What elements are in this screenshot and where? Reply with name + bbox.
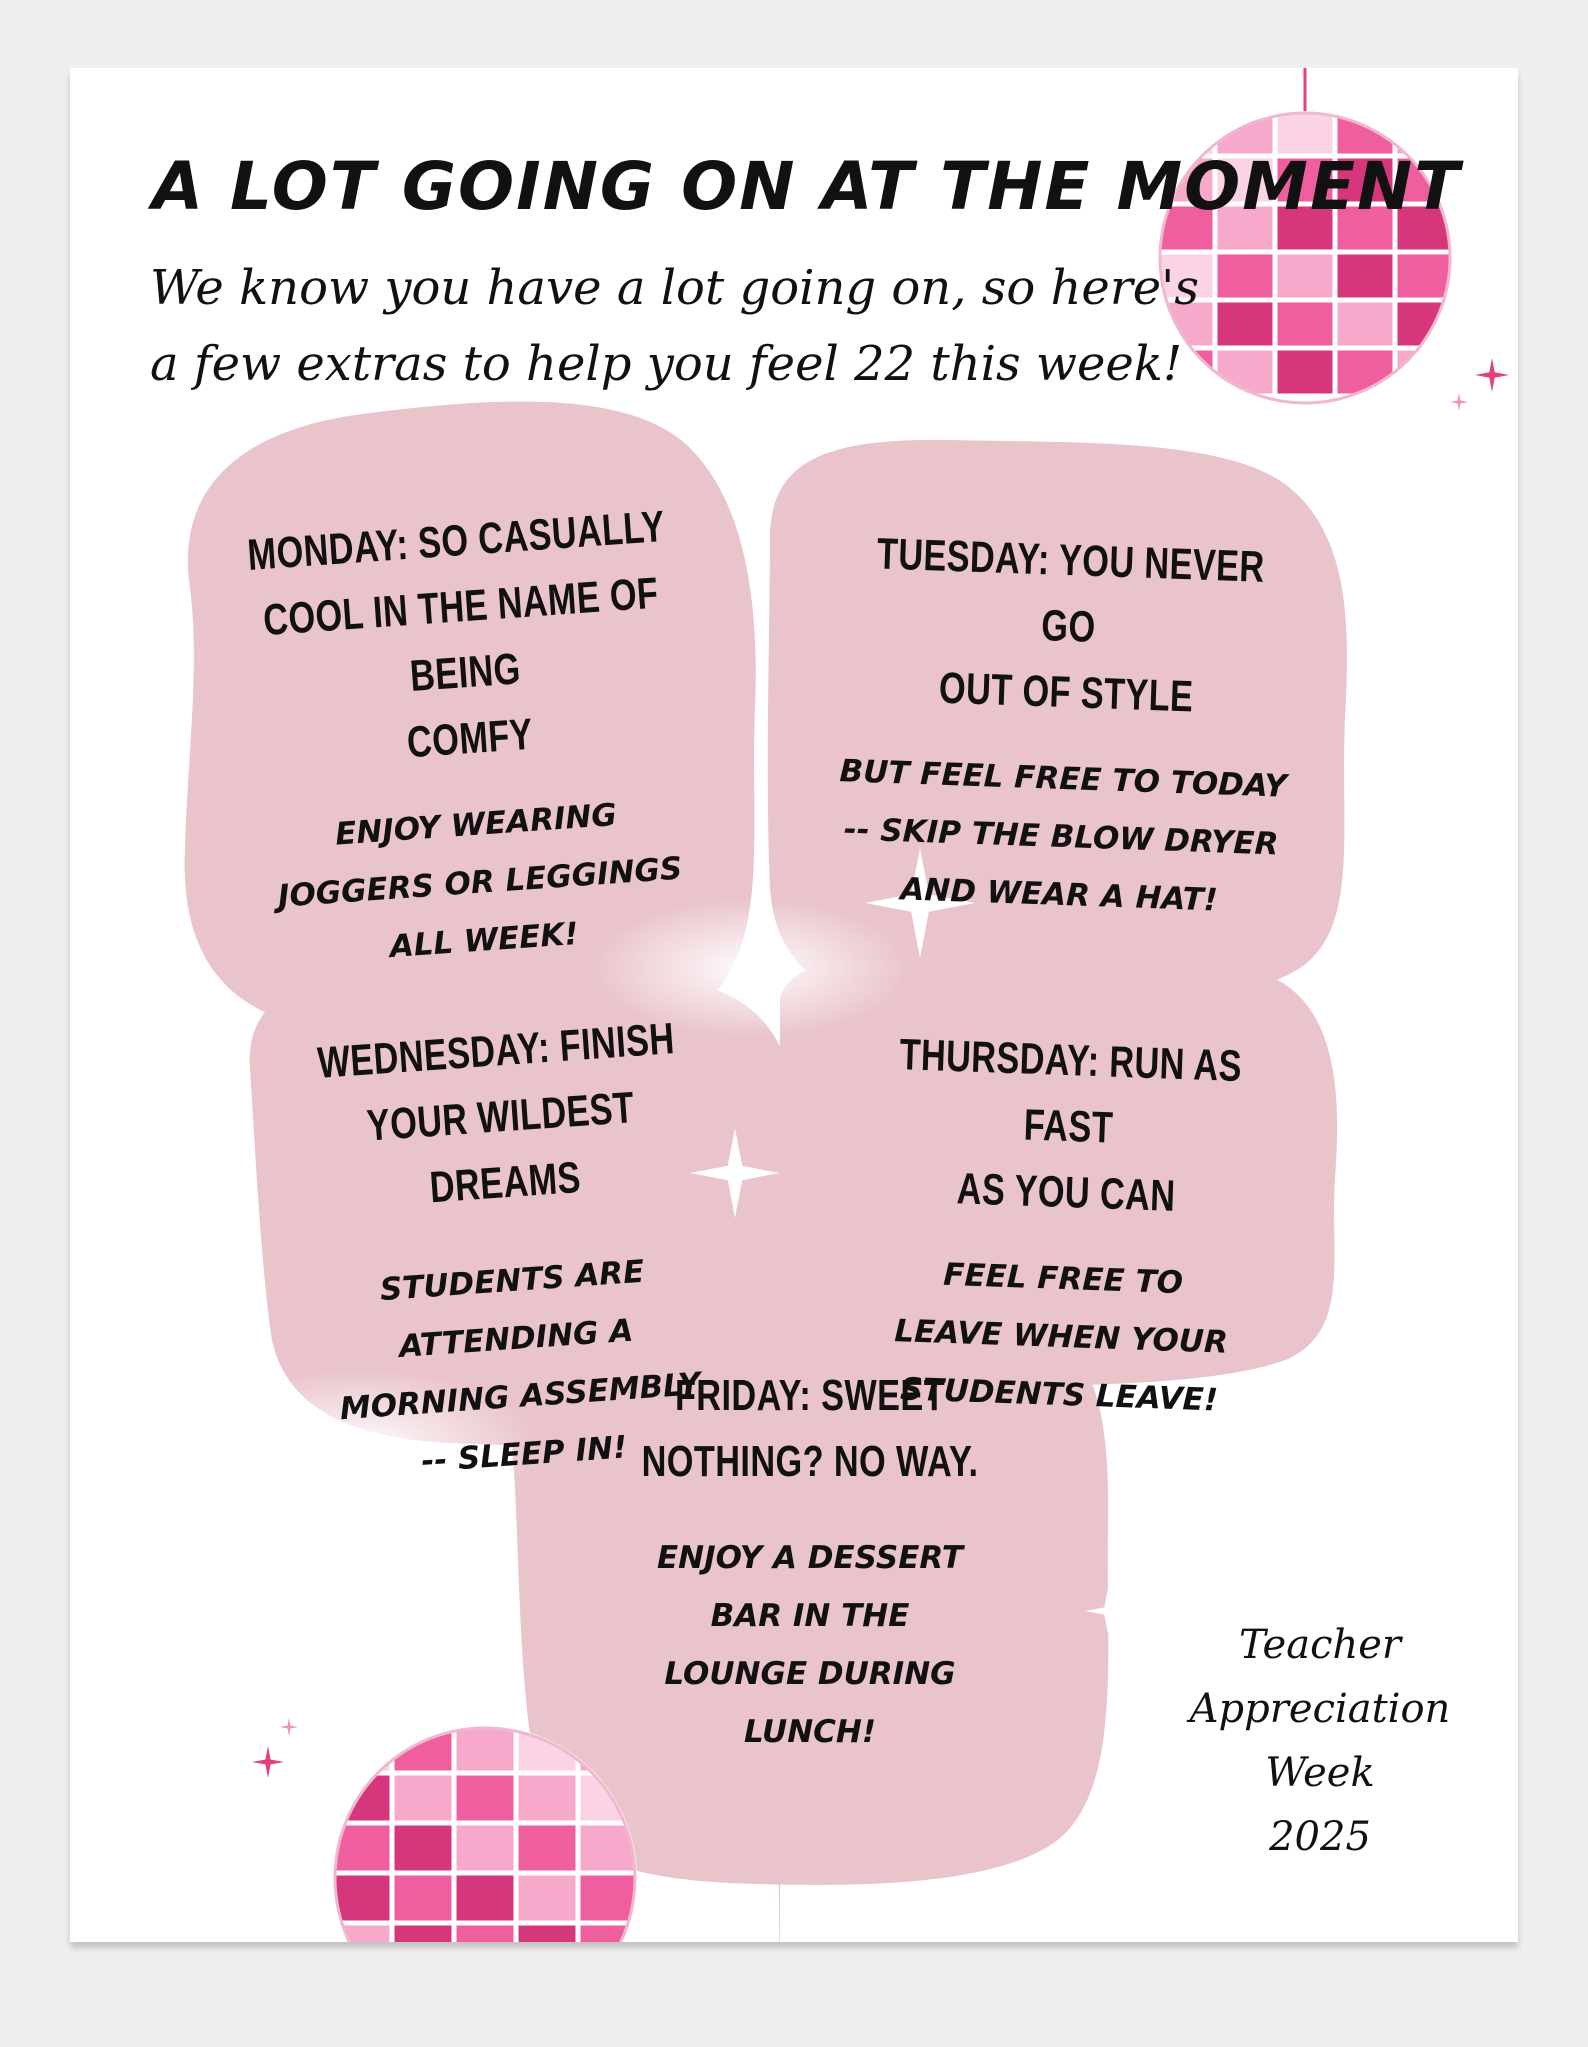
heading-line: YOUR WILDEST DREAMS <box>365 1083 636 1213</box>
body-line: LUNCH! <box>743 1714 876 1750</box>
body-line: LEAVE WHEN YOUR <box>893 1313 1229 1361</box>
body-line: BAR IN THE <box>710 1598 910 1634</box>
tuesday-body <box>793 741 1329 933</box>
tuesday-heading <box>858 521 1278 733</box>
monday-heading <box>236 493 690 787</box>
body-line: ENJOY A DESSERT <box>656 1540 964 1576</box>
teacher-appreciation-tag <box>1170 1613 1470 1869</box>
tuesday-card <box>793 519 1336 933</box>
body-line: FEEL FREE TO <box>942 1256 1184 1302</box>
heading-line: NOTHING? NO WAY. <box>641 1437 979 1486</box>
sparkle-icon <box>252 1746 284 1778</box>
monday-card <box>175 489 766 989</box>
heading-line: FRIDAY: SWEET <box>674 1371 946 1420</box>
heading-line: AS YOU CAN <box>955 1164 1177 1221</box>
body-line: STUDENTS ARE <box>378 1253 646 1309</box>
tag-line: Appreciation <box>1189 1686 1451 1732</box>
sparkle-icon <box>1475 358 1509 392</box>
page-title: A LOT GOING ON AT THE MOMENT <box>152 148 1462 225</box>
body-line: ATTENDING A <box>397 1312 635 1365</box>
subtitle <box>150 250 1200 402</box>
subtitle-line: We know you have a lot going on, so here's <box>150 260 1199 316</box>
friday-card <box>560 1363 1060 1761</box>
friday-body <box>560 1529 1060 1761</box>
sparkle-icon <box>1085 1588 1131 1634</box>
tag-line: Teacher <box>1238 1622 1402 1668</box>
wednesday-heading <box>299 1005 702 1230</box>
body-line: ENJOY WEARING <box>334 796 618 853</box>
heading-line: COOL IN THE NAME OF BEING <box>261 568 660 701</box>
body-line: LOUNGE DURING <box>664 1656 956 1692</box>
heading-line: COMFY <box>405 709 535 768</box>
heading-line: THURSDAY: RUN AS FAST <box>898 1030 1243 1153</box>
body-line: BUT FEEL FREE TO TODAY <box>838 753 1288 805</box>
tag-line: 2025 <box>1269 1814 1371 1860</box>
sparkle-icon <box>280 1718 298 1736</box>
heading-line: OUT OF STYLE <box>938 663 1195 722</box>
body-line: AND WEAR A HAT! <box>899 871 1219 919</box>
body-line: -- SKIP THE BLOW DRYER <box>843 811 1280 863</box>
body-line: ALL WEEK! <box>388 915 580 966</box>
body-line: JOGGERS OR LEGGINGS <box>276 850 684 915</box>
heading-line: MONDAY: SO CASUALLY <box>245 501 667 581</box>
subtitle-line: a few extras to help you feel 22 this week! <box>150 336 1183 392</box>
heading-line: TUESDAY: YOU NEVER GO <box>876 529 1266 652</box>
sparkle-icon <box>1215 1463 1255 1503</box>
body-line: MORNING ASSEMBLY <box>338 1366 702 1428</box>
body-line: STUDENTS LEAVE! <box>899 1371 1219 1419</box>
friday-heading <box>615 1363 1005 1495</box>
flyer-page <box>70 68 1518 1942</box>
body-line: -- SLEEP IN! <box>420 1429 629 1480</box>
sparkle-icon <box>305 1498 395 1588</box>
heading-line: WEDNESDAY: FINISH <box>315 1014 677 1088</box>
tag-line: Week <box>1265 1750 1375 1796</box>
thursday-heading <box>858 1021 1278 1233</box>
